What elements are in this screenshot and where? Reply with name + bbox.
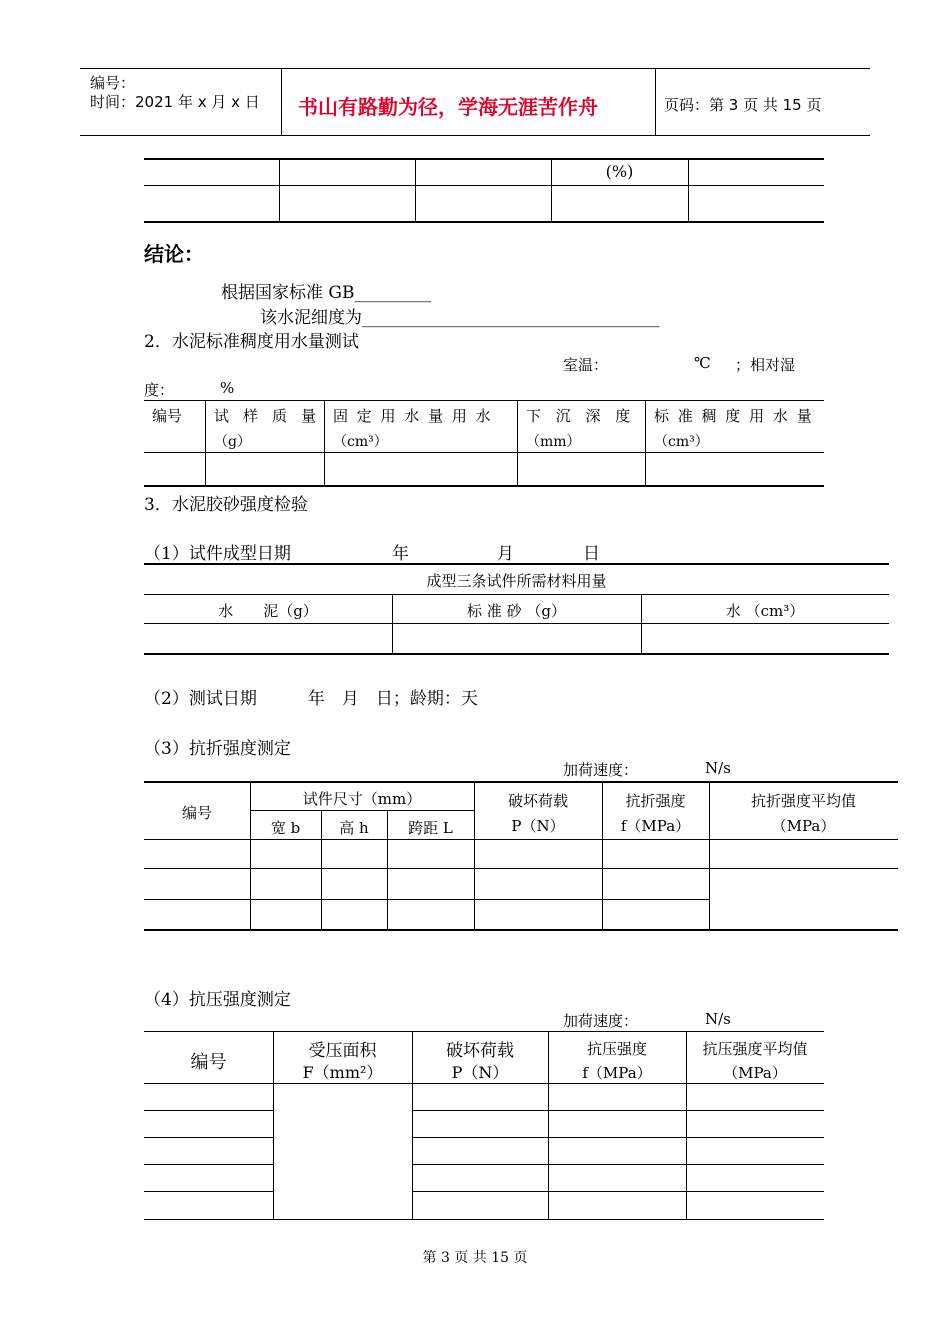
col-number: 编号 [152,407,183,425]
mold-month: 月 [497,544,514,564]
mold-day: 日 [583,544,600,564]
section3-title: 3．水泥胶砂强度检验 [144,495,308,515]
room-temp-label: 室温： [563,356,609,374]
percent-label: (%) [605,162,634,181]
test-date-line: （2）测试日期 年 月 日；龄期：天 [144,689,478,709]
doc-date: 时间：2021 年 x 月 x 日 [90,93,260,111]
flex-col-width: 宽 b [270,819,301,837]
comp-col-strength: 抗压强度 [586,1040,647,1058]
col-sample-mass: 试 样 质 量 [214,407,316,425]
material-col-sand: 标 准 砂 （g） [467,602,566,620]
comp-col-area-unit: F（mm²） [302,1063,383,1082]
flex-col-load-unit: P（N） [511,817,565,835]
conclusion-fineness-line: 该水泥细度为___________________________________ [260,308,660,328]
col-std-water: 标 准 稠 度 用 水 量 [654,407,814,425]
mold-year: 年 [392,544,409,564]
material-col-water: 水 （cm³） [725,602,805,620]
comp-col-avg-unit: （MPa） [723,1064,787,1082]
doc-number-label: 编号： [90,74,136,92]
header-top-rule [80,68,870,69]
col-std-water-unit: （cm³） [654,434,709,450]
flex-col-size: 试件尺寸（mm） [302,790,422,808]
comp-col-avg: 抗压强度平均值 [702,1040,808,1058]
section2-title: 2．水泥标准稠度用水量测试 [144,332,359,352]
flex-col-strength: 抗折强度 [625,792,686,810]
motto-text: 书山有路勤为径，学海无涯苦作舟 [298,95,598,119]
comp-col-load-unit: P（N） [451,1063,509,1082]
flex-col-load: 破坏荷载 [507,792,568,810]
flex-col-height: 高 h [339,819,369,837]
col-fixed-water-unit: （cm³） [333,434,388,450]
material-col-cement: 水 泥（g） [218,602,318,620]
header-bottom-rule [80,135,870,136]
mold-date-label: （1）试件成型日期 [144,544,291,564]
col-sample-mass-unit: （g） [214,434,251,450]
page-info: 页码：第 3 页 共 15 页 [664,96,822,114]
compressive-title: （4）抗压强度测定 [144,990,291,1010]
flex-col-number: 编号 [181,804,212,822]
humidity-label: ；相对湿 [735,356,796,374]
conclusion-title: 结论： [144,242,204,266]
material-title: 成型三条试件所需材料用量 [426,572,607,590]
col-sink-depth: 下 沉 深 度 [526,407,636,425]
comp-col-number: 编号 [190,1052,227,1073]
temp-unit: ℃ [694,354,711,372]
comp-col-area: 受压面积 [308,1041,377,1061]
flex-col-avg: 抗折强度平均值 [750,792,856,810]
flexural-loading-speed-label: 加荷速度： [563,761,639,779]
flexural-loading-speed-unit: N/s [705,759,731,777]
comp-col-strength-unit: f（MPa） [582,1064,652,1082]
col-fixed-water: 固 定 用 水 量 用 水 [333,407,493,425]
humidity-unit: % [220,379,235,397]
flex-col-avg-unit: （MPa） [771,817,836,835]
conclusion-standard-line: 根据国家标准 GB_________ [221,283,431,303]
col-sink-depth-unit: （mm） [526,434,581,450]
flex-col-strength-unit: f（MPa） [620,817,691,835]
comp-col-load: 破坏荷载 [446,1041,514,1061]
humidity-label-cont: 度： [144,381,175,399]
flex-col-span: 跨距 L [408,819,453,837]
page-footer: 第 3 页 共 15 页 [422,1250,528,1266]
compressive-loading-speed-label: 加荷速度： [563,1012,639,1030]
compressive-loading-speed-unit: N/s [705,1010,731,1028]
flexural-title: （3）抗折强度测定 [144,739,291,759]
